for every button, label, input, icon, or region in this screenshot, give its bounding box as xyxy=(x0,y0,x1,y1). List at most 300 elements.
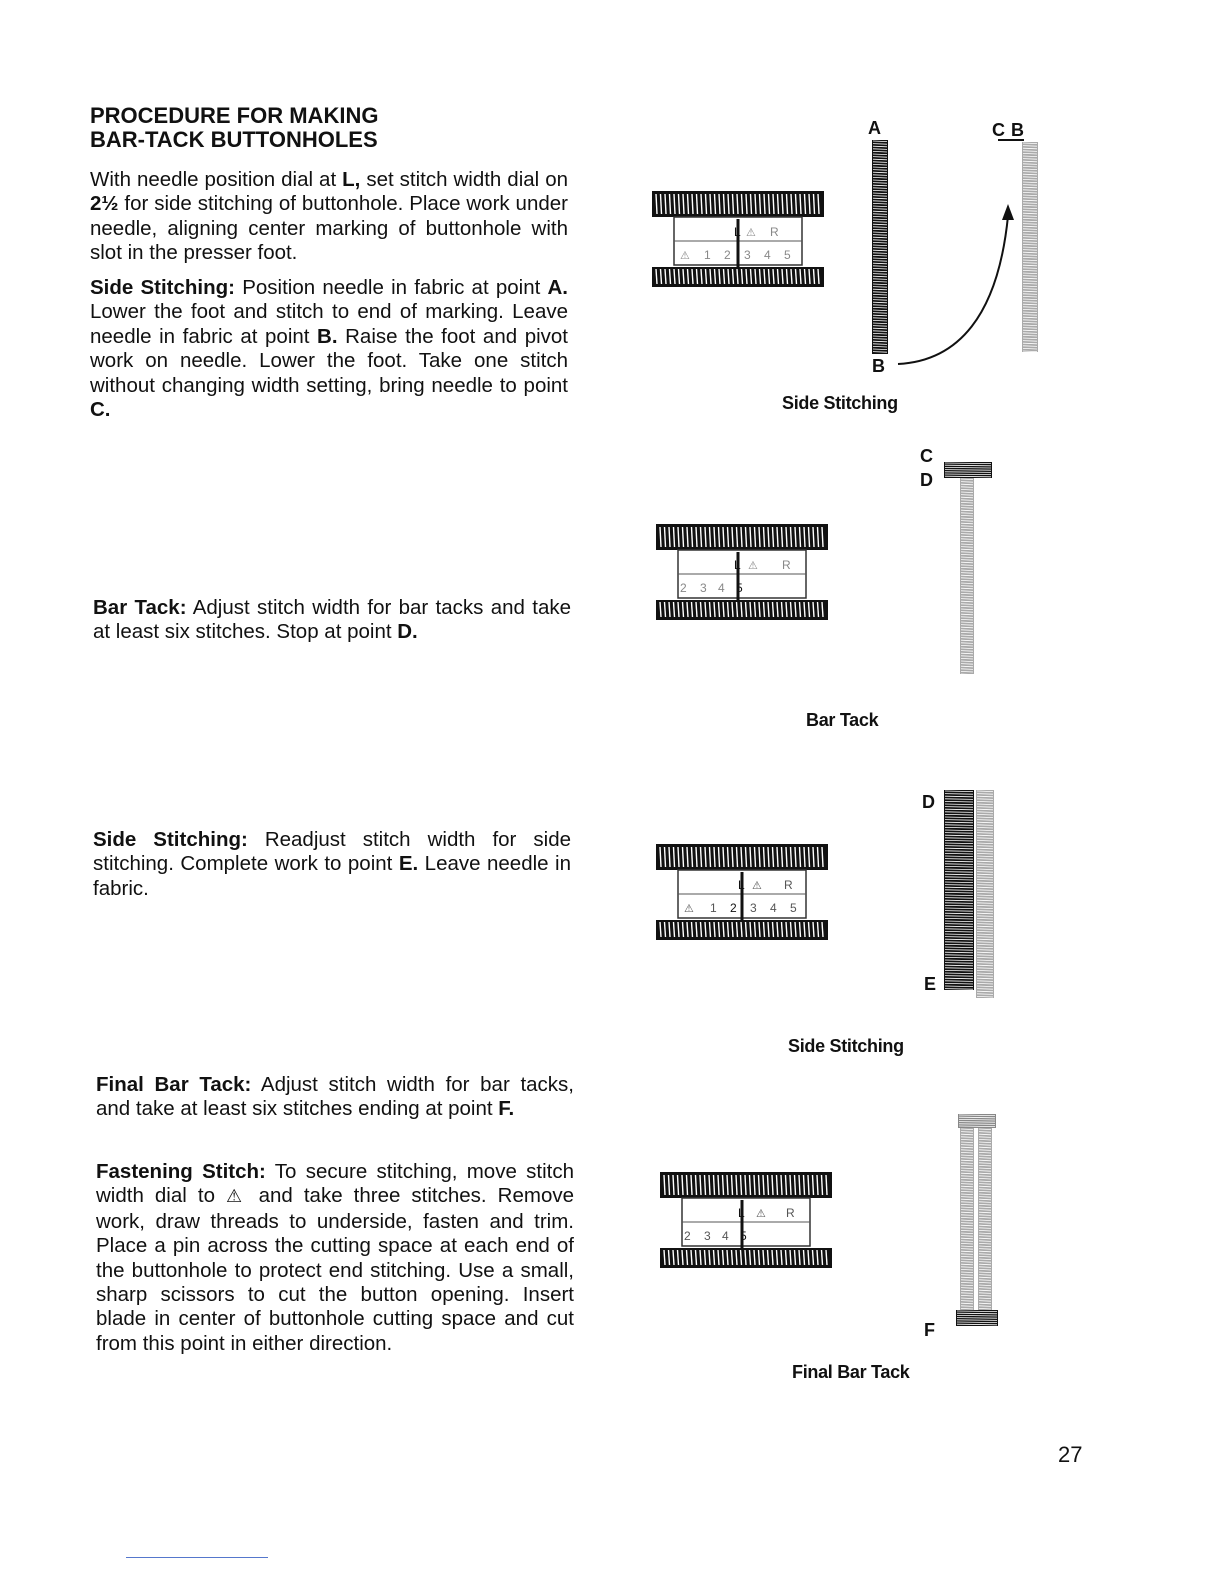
intro-text-1: With needle position dial at xyxy=(90,168,343,191)
dial-l-label: L xyxy=(734,225,741,239)
rib-line xyxy=(791,922,792,937)
rib-line xyxy=(714,1175,715,1195)
pivot-arrowhead xyxy=(1002,204,1014,220)
intro-paragraph xyxy=(90,168,568,266)
rib-line xyxy=(759,1250,760,1265)
rib-line xyxy=(715,194,716,214)
rib-line xyxy=(817,1250,818,1265)
dial-r-label: R xyxy=(786,1206,795,1220)
dial-number: 2 xyxy=(684,1229,691,1243)
rib-line xyxy=(710,194,711,214)
rib-line xyxy=(786,1250,787,1265)
rib-line xyxy=(822,922,823,937)
dial-number: 5 xyxy=(784,248,791,262)
rib-line xyxy=(787,194,788,214)
step-side-stitching-2 xyxy=(93,828,571,901)
rib-line xyxy=(742,194,743,214)
rib-line xyxy=(754,1250,755,1265)
stitch-column-right xyxy=(976,790,994,998)
rib-line xyxy=(796,269,797,284)
rib-line xyxy=(669,602,670,617)
rib-line xyxy=(714,847,715,867)
footnote-rule xyxy=(126,1557,268,1558)
rib-line xyxy=(678,847,679,867)
rib-line xyxy=(665,922,666,937)
rib-line xyxy=(701,847,702,867)
dial-number: 4 xyxy=(770,901,777,915)
rib-line xyxy=(809,602,810,617)
dial-number: 2 xyxy=(724,248,731,262)
dial-number: 1 xyxy=(710,901,717,915)
rib-line xyxy=(818,922,819,937)
rib-line xyxy=(795,1250,796,1265)
rib-line xyxy=(656,194,657,214)
rib-line xyxy=(795,527,796,547)
rib-line xyxy=(718,1175,719,1195)
rib-line xyxy=(701,527,702,547)
warning-triangle-icon: ⚠ xyxy=(226,1186,248,1208)
buttonhole-diagram-1 xyxy=(858,116,1058,380)
step-bold: C. xyxy=(90,398,111,422)
rib-line xyxy=(705,922,706,937)
rib-line xyxy=(723,922,724,937)
rib-line xyxy=(701,922,702,937)
rib-line xyxy=(808,1250,809,1265)
intro-text-3: for side stitching of buttonhole. Place work under needle, aligning center marking of buttonhole with slot in the presser foot. xyxy=(90,192,568,265)
step-bold: E. xyxy=(398,852,419,876)
rib-line xyxy=(768,922,769,937)
rib-line xyxy=(741,602,742,617)
rib-line xyxy=(724,269,725,284)
buttonhole-diagram-4 xyxy=(920,1110,1004,1344)
rib-line xyxy=(719,194,720,214)
rib-line xyxy=(782,194,783,214)
rib-line xyxy=(687,1175,688,1195)
rib-line xyxy=(701,269,702,284)
point-d-label: D xyxy=(922,792,935,812)
rib-line xyxy=(773,602,774,617)
step-text: Raise the foot and pivot work on needle. Lower the foot. Take one stitch without changing width setting, bring needle to point xyxy=(90,324,568,397)
rib-line xyxy=(809,847,810,867)
dial-number: 4 xyxy=(718,581,725,595)
rib-line xyxy=(723,847,724,867)
rib-line xyxy=(710,602,711,617)
rib-line xyxy=(790,1250,791,1265)
rib-line xyxy=(782,847,783,867)
rib-line xyxy=(746,922,747,937)
rib-line xyxy=(692,269,693,284)
rib-line xyxy=(728,269,729,284)
rib-line xyxy=(755,269,756,284)
rib-line xyxy=(705,847,706,867)
rib-line xyxy=(669,1250,670,1265)
figure-caption-bar-tack: Bar Tack xyxy=(806,710,879,730)
rib-line xyxy=(795,1175,796,1195)
rib-line xyxy=(715,269,716,284)
rib-line xyxy=(822,1250,823,1265)
rib-line xyxy=(822,847,823,867)
rib-line xyxy=(826,1175,827,1195)
rib-line xyxy=(786,847,787,867)
rib-line xyxy=(746,602,747,617)
rib-line xyxy=(768,527,769,547)
rib-line xyxy=(813,1250,814,1265)
rib-line xyxy=(808,1175,809,1195)
buttonhole-diagram-3 xyxy=(920,786,1004,1000)
rib-line xyxy=(787,269,788,284)
rib-line xyxy=(764,269,765,284)
warning-triangle-icon: ⚠ xyxy=(752,879,762,892)
rib-line xyxy=(719,527,720,547)
rib-line xyxy=(791,602,792,617)
dial-number: 2 xyxy=(680,581,687,595)
rib-line xyxy=(669,847,670,867)
rib-line xyxy=(674,269,675,284)
rib-line xyxy=(818,602,819,617)
rib-line xyxy=(678,527,679,547)
rib-line xyxy=(795,847,796,867)
rib-line xyxy=(661,269,662,284)
dial-number: 5 xyxy=(740,1229,747,1243)
rib-line xyxy=(670,194,671,214)
rib-line xyxy=(683,527,684,547)
rib-line xyxy=(755,602,756,617)
rib-line xyxy=(673,1175,674,1195)
rib-line xyxy=(768,602,769,617)
rib-line xyxy=(755,847,756,867)
rib-line xyxy=(764,527,765,547)
rib-line xyxy=(737,194,738,214)
rib-line xyxy=(813,1175,814,1195)
rib-line xyxy=(661,194,662,214)
step-label: Final Bar Tack: xyxy=(96,1073,252,1096)
rib-line xyxy=(759,602,760,617)
rib-line xyxy=(714,527,715,547)
step-text: Readjust stitch width for side stitching. Complete work to point xyxy=(93,828,571,876)
rib-line xyxy=(728,527,729,547)
dial-number: 2 xyxy=(730,901,737,915)
rib-line xyxy=(814,269,815,284)
rib-line xyxy=(778,194,779,214)
rib-line xyxy=(759,922,760,937)
rib-line xyxy=(777,922,778,937)
rib-line xyxy=(769,194,770,214)
rib-line xyxy=(714,602,715,617)
intro-bold-2: 2½ xyxy=(90,192,119,216)
warning-triangle-icon: ⚠ xyxy=(684,902,694,915)
rib-line xyxy=(764,602,765,617)
rib-line xyxy=(737,602,738,617)
rib-line xyxy=(710,922,711,937)
step-bold: F. xyxy=(498,1097,515,1121)
rib-line xyxy=(777,1250,778,1265)
dial-number: 5 xyxy=(790,901,797,915)
rib-line xyxy=(732,922,733,937)
rib-line xyxy=(782,602,783,617)
rib-line xyxy=(763,1250,764,1265)
rib-line xyxy=(799,1175,800,1195)
rib-line xyxy=(674,602,675,617)
rib-line xyxy=(800,527,801,547)
dial-number: 4 xyxy=(764,248,771,262)
rib-line xyxy=(773,847,774,867)
rib-line xyxy=(669,1175,670,1195)
dial-number: 3 xyxy=(750,901,757,915)
rib-line xyxy=(669,922,670,937)
rib-line xyxy=(813,527,814,547)
rib-line xyxy=(768,847,769,867)
rib-line xyxy=(741,527,742,547)
warning-triangle-icon: ⚠ xyxy=(680,249,690,262)
rib-line xyxy=(772,1175,773,1195)
intro-bold-1: L, xyxy=(342,168,361,191)
rib-line xyxy=(791,527,792,547)
rib-line xyxy=(782,527,783,547)
rib-line xyxy=(706,269,707,284)
rib-line xyxy=(741,1250,742,1265)
rib-line xyxy=(777,847,778,867)
rib-line xyxy=(692,194,693,214)
rib-line xyxy=(818,194,819,214)
rib-line xyxy=(773,269,774,284)
rib-line xyxy=(754,1175,755,1195)
rib-line xyxy=(701,194,702,214)
rib-line xyxy=(674,922,675,937)
rib-line xyxy=(665,847,666,867)
rib-line xyxy=(804,527,805,547)
rib-line xyxy=(799,1250,800,1265)
rib-line xyxy=(696,847,697,867)
figure-caption-final-bar-tack: Final Bar Tack xyxy=(792,1362,910,1382)
rib-line xyxy=(733,194,734,214)
rib-line xyxy=(678,922,679,937)
step-text: Position needle in fabric at point xyxy=(235,276,548,299)
rib-line xyxy=(706,194,707,214)
rib-line xyxy=(678,1175,679,1195)
figure-caption-side-stitching-2: Side Stitching xyxy=(788,1036,904,1056)
rib-line xyxy=(746,527,747,547)
rib-line xyxy=(687,922,688,937)
rib-line xyxy=(777,527,778,547)
rib-line xyxy=(768,1175,769,1195)
dial-number: 1 xyxy=(704,248,711,262)
rib-line xyxy=(759,1175,760,1195)
rib-line xyxy=(665,269,666,284)
rib-line xyxy=(750,922,751,937)
rib-line xyxy=(709,1250,710,1265)
rib-line xyxy=(664,1175,665,1195)
rib-line xyxy=(746,847,747,867)
rib-line xyxy=(750,847,751,867)
rib-line xyxy=(781,1175,782,1195)
rib-line xyxy=(687,1250,688,1265)
rib-line xyxy=(736,1250,737,1265)
warning-triangle-icon: ⚠ xyxy=(748,559,758,572)
rib-line xyxy=(660,847,661,867)
intro-text-2: set stitch width dial on xyxy=(360,168,568,191)
rib-line xyxy=(728,602,729,617)
stitch-dial-figure-4 xyxy=(656,1166,836,1271)
rib-line xyxy=(697,269,698,284)
dial-l-label: L xyxy=(738,1206,745,1220)
step-text: Adjust stitch width for bar tacks, and take at least six stitches ending at point xyxy=(96,1073,574,1121)
point-f-label: F xyxy=(924,1320,935,1340)
rib-line xyxy=(769,269,770,284)
rib-line xyxy=(737,847,738,867)
rib-line xyxy=(741,847,742,867)
warning-triangle-icon: ⚠ xyxy=(756,1207,766,1220)
step-fastening-stitch xyxy=(96,1160,574,1356)
rib-line xyxy=(665,602,666,617)
rib-line xyxy=(791,847,792,867)
rib-line xyxy=(696,1250,697,1265)
step-side-stitching-1 xyxy=(90,276,568,422)
rib-line xyxy=(674,847,675,867)
stitch-dial-figure-1 xyxy=(648,185,828,290)
rib-line xyxy=(732,602,733,617)
rib-line xyxy=(800,847,801,867)
rib-line xyxy=(813,602,814,617)
rib-line xyxy=(660,527,661,547)
rib-line xyxy=(660,922,661,937)
rib-line xyxy=(727,1250,728,1265)
rib-line xyxy=(809,194,810,214)
rib-line xyxy=(678,1250,679,1265)
rib-line xyxy=(750,602,751,617)
rib-line xyxy=(700,1175,701,1195)
rib-line xyxy=(742,269,743,284)
rib-line xyxy=(751,269,752,284)
point-e-label: E xyxy=(924,974,937,994)
rib-line xyxy=(700,1250,701,1265)
rib-line xyxy=(683,922,684,937)
rib-line xyxy=(723,527,724,547)
rib-line xyxy=(705,1250,706,1265)
page-number: 27 xyxy=(1058,1442,1083,1467)
rib-line xyxy=(755,922,756,937)
rib-line xyxy=(692,527,693,547)
rib-line xyxy=(800,194,801,214)
rib-line xyxy=(817,1175,818,1195)
rib-line xyxy=(728,847,729,867)
rib-line xyxy=(665,527,666,547)
rib-line xyxy=(796,194,797,214)
rib-line xyxy=(773,194,774,214)
rib-line xyxy=(786,602,787,617)
rib-line xyxy=(741,922,742,937)
rib-line xyxy=(804,602,805,617)
rib-line xyxy=(728,922,729,937)
rib-line xyxy=(714,1250,715,1265)
rib-line xyxy=(696,602,697,617)
step-text: To secure stitching, move stitch width dial to xyxy=(96,1160,574,1208)
rib-line xyxy=(805,269,806,284)
rib-line xyxy=(678,602,679,617)
rib-line xyxy=(814,194,815,214)
point-c-label: C xyxy=(992,120,1005,140)
dial-r-label: R xyxy=(784,878,793,892)
rib-line xyxy=(818,847,819,867)
rib-line xyxy=(746,269,747,284)
step-text: Leave needle in fabric. xyxy=(93,852,571,900)
rib-line xyxy=(781,1250,782,1265)
rib-line xyxy=(809,922,810,937)
figure-caption-side-stitching-1: Side Stitching xyxy=(782,393,898,413)
rib-line xyxy=(805,194,806,214)
step-label: Side Stitching: xyxy=(90,276,235,299)
rib-line xyxy=(826,1250,827,1265)
rib-line xyxy=(750,527,751,547)
rib-line xyxy=(764,194,765,214)
rib-line xyxy=(764,922,765,937)
rib-line xyxy=(687,847,688,867)
rib-line xyxy=(809,527,810,547)
rib-line xyxy=(723,602,724,617)
rib-line xyxy=(822,527,823,547)
rib-line xyxy=(714,922,715,937)
warning-triangle-icon: ⚠ xyxy=(746,226,756,239)
rib-line xyxy=(737,269,738,284)
rib-line xyxy=(804,922,805,937)
rib-line xyxy=(732,1175,733,1195)
rib-line xyxy=(809,269,810,284)
rib-line xyxy=(786,1175,787,1195)
dial-l-label: L xyxy=(738,878,745,892)
rib-line xyxy=(732,527,733,547)
rib-line xyxy=(750,1250,751,1265)
rib-line xyxy=(692,922,693,937)
rib-line xyxy=(746,194,747,214)
rib-line xyxy=(669,527,670,547)
rib-line xyxy=(759,527,760,547)
point-b-label: B xyxy=(872,356,885,376)
rib-line xyxy=(795,922,796,937)
rib-line xyxy=(696,527,697,547)
rib-line xyxy=(710,527,711,547)
rib-line xyxy=(665,194,666,214)
rib-line xyxy=(692,847,693,867)
rib-line xyxy=(800,922,801,937)
point-b-label-top: B xyxy=(1011,120,1024,140)
step-label: Bar Tack: xyxy=(93,596,187,619)
rib-line xyxy=(804,847,805,867)
page-heading xyxy=(90,104,570,152)
step-text: Adjust stitch width for bar tacks and take at least six stitches. Stop at point xyxy=(93,596,571,644)
rib-line xyxy=(696,1175,697,1195)
rib-line xyxy=(755,527,756,547)
rib-line xyxy=(673,1250,674,1265)
rib-line xyxy=(745,1175,746,1195)
dial-r-label: R xyxy=(782,558,791,572)
rib-line xyxy=(818,527,819,547)
rib-line xyxy=(679,269,680,284)
rib-line xyxy=(804,1175,805,1195)
rib-line xyxy=(764,847,765,867)
rib-line xyxy=(705,1175,706,1195)
step-label: Fastening Stitch: xyxy=(96,1160,266,1183)
rib-line xyxy=(691,1250,692,1265)
rib-line xyxy=(745,1250,746,1265)
rib-line xyxy=(719,602,720,617)
rib-line xyxy=(737,527,738,547)
rib-line xyxy=(660,602,661,617)
rib-line xyxy=(674,194,675,214)
rib-line xyxy=(777,602,778,617)
rib-line xyxy=(656,269,657,284)
rib-line xyxy=(719,269,720,284)
rib-line xyxy=(688,269,689,284)
step-text: Lower the foot and stitch to end of marking. Leave needle in fabric at point xyxy=(90,300,568,348)
